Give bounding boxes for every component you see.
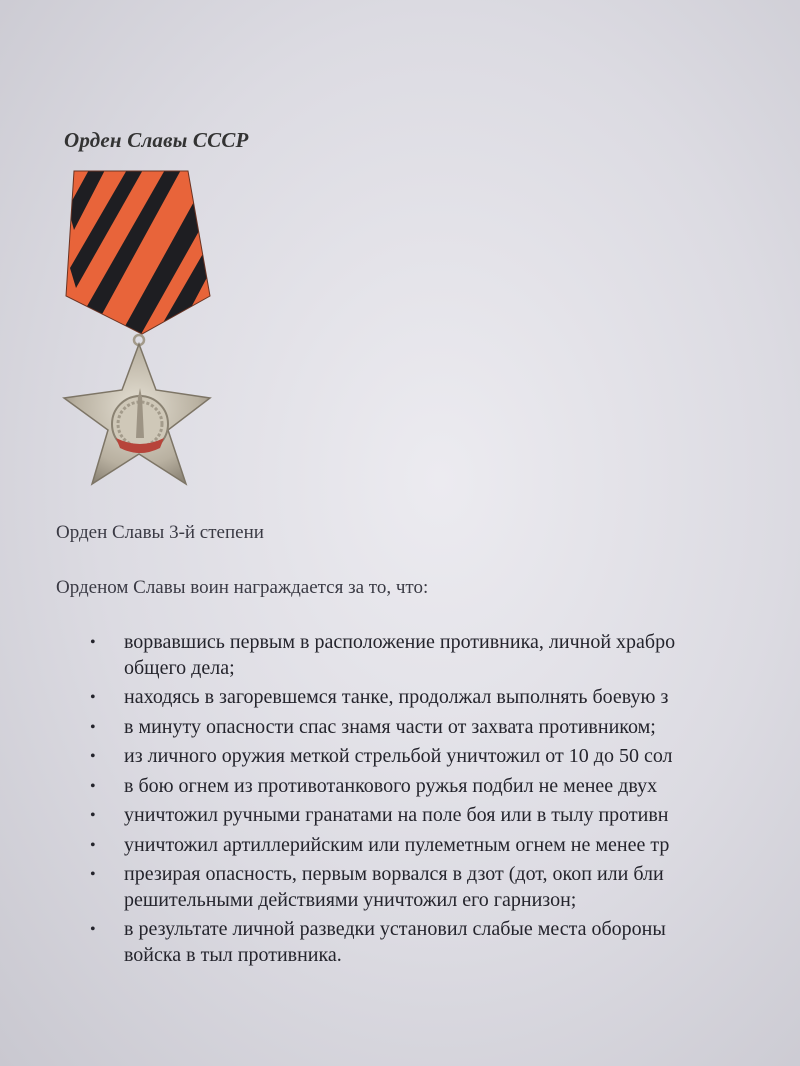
award-criteria-intro: Орденом Славы воин награждается за то, что: — [56, 577, 429, 598]
list-item — [86, 715, 800, 741]
award-criteria-list — [86, 630, 800, 972]
list-item — [86, 685, 800, 711]
st-george-ribbon — [60, 168, 225, 338]
list-item — [86, 803, 800, 829]
list-item-text: в бою огнем из противотанкового ружья подбил не менее двух — [124, 774, 658, 797]
list-item-text: в результате личной разведки установил слабые места обороны — [124, 918, 666, 940]
list-item-text: презирая опасность, первым ворвался в дзот (дот, окоп или бли — [124, 863, 664, 885]
list-item-text: в минуту опасности спас знамя части от захвата противником; — [124, 715, 656, 738]
list-item-text: уничтожил ручными гранатами на поле боя или в тылу противн — [124, 804, 669, 826]
bullet-icon: • — [90, 866, 96, 883]
bullet-icon: • — [90, 718, 96, 736]
bullet-icon: • — [90, 634, 96, 651]
bullet-icon: • — [90, 921, 96, 938]
bullet-icon: • — [90, 777, 96, 795]
list-item-text: решительными действиями уничтожил его гарнизон; — [124, 888, 577, 911]
list-item — [86, 862, 800, 913]
list-item — [86, 774, 800, 800]
bullet-icon: • — [90, 807, 96, 824]
list-item-text: общего дела; — [124, 656, 235, 679]
list-item — [86, 630, 800, 681]
list-item-text: из личного оружия меткой стрельбой уничтожил от 10 до 50 сол — [124, 745, 673, 767]
document-title: Орден Славы СССР — [64, 128, 249, 152]
list-item-text: ворвавшись первым в расположение противника, личной храбро — [124, 631, 676, 653]
bullet-icon: • — [90, 836, 96, 854]
list-item — [86, 744, 800, 770]
bullet-icon: • — [90, 748, 96, 765]
list-item-text: войска в тыл противника. — [124, 943, 342, 966]
order-of-glory-medal-image — [60, 168, 225, 490]
bullet-icon: • — [90, 689, 96, 706]
list-item-text: уничтожил артиллерийским или пулеметным огнем не менее тр — [124, 833, 670, 856]
list-item — [86, 833, 800, 859]
list-item-text: находясь в загоревшемся танке, продолжал выполнять боевую з — [124, 686, 669, 708]
order-degree-subtitle: Орден Славы 3-й степени — [56, 522, 264, 543]
list-item — [86, 917, 800, 968]
